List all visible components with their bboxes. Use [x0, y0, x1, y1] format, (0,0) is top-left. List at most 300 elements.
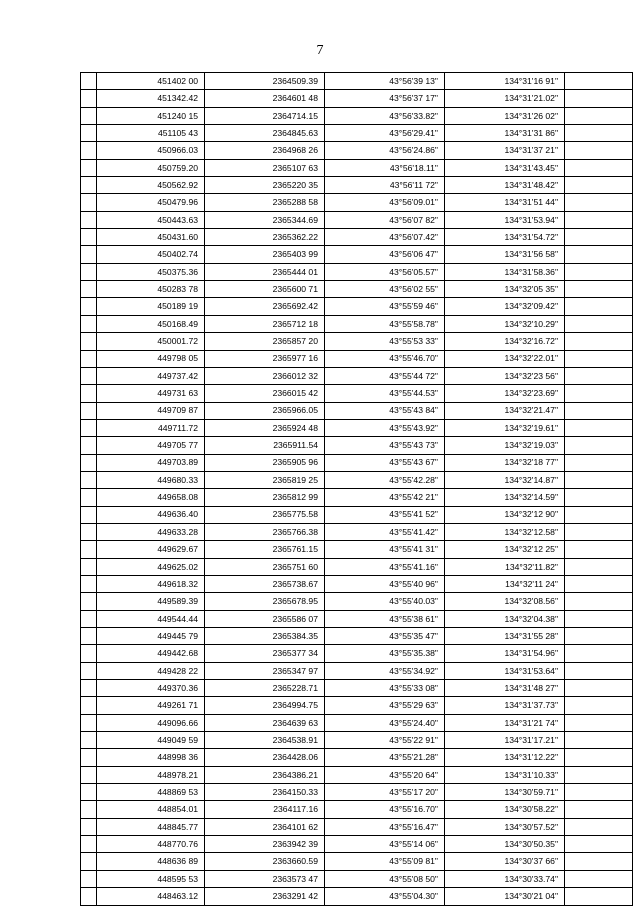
blank-cell — [565, 888, 633, 905]
blank-cell — [81, 142, 97, 159]
latitude-cell: 43°55'21.28" — [325, 749, 445, 766]
y-coordinate-cell: 2366015 42 — [205, 385, 325, 402]
x-coordinate-cell: 449261 71 — [97, 697, 205, 714]
blank-cell — [81, 471, 97, 488]
blank-cell — [81, 766, 97, 783]
table-row — [81, 350, 633, 367]
table-row — [81, 385, 633, 402]
x-coordinate-cell: 449636.40 — [97, 506, 205, 523]
latitude-cell: 43°55'16.47" — [325, 818, 445, 835]
x-coordinate-cell: 450001.72 — [97, 333, 205, 350]
page-number: 7 — [316, 43, 324, 58]
blank-cell — [81, 263, 97, 280]
latitude-cell: 43°55'17 20" — [325, 784, 445, 801]
table-row — [81, 73, 633, 90]
table-row — [81, 471, 633, 488]
blank-cell — [565, 211, 633, 228]
y-coordinate-cell: 2365403 99 — [205, 246, 325, 263]
x-coordinate-cell: 450168.49 — [97, 315, 205, 332]
latitude-cell: 43°55'09 81" — [325, 853, 445, 870]
table-row — [81, 853, 633, 870]
blank-cell — [81, 315, 97, 332]
latitude-cell: 43°55'43.92" — [325, 419, 445, 436]
x-coordinate-cell: 449711.72 — [97, 419, 205, 436]
blank-cell — [565, 177, 633, 194]
longitude-cell: 134°31'55 28" — [445, 628, 565, 645]
latitude-cell: 43°55'41 31" — [325, 541, 445, 558]
longitude-cell: 134°32'19.03" — [445, 437, 565, 454]
blank-cell — [81, 888, 97, 905]
x-coordinate-cell: 450283 78 — [97, 281, 205, 298]
x-coordinate-cell: 448845.77 — [97, 818, 205, 835]
y-coordinate-cell: 2365586 07 — [205, 610, 325, 627]
latitude-cell: 43°56'02 55" — [325, 281, 445, 298]
blank-cell — [81, 541, 97, 558]
x-coordinate-cell: 449703.89 — [97, 454, 205, 471]
blank-cell — [565, 90, 633, 107]
x-coordinate-cell: 449737.42 — [97, 367, 205, 384]
blank-cell — [81, 298, 97, 315]
latitude-cell: 43°55'44 72" — [325, 367, 445, 384]
y-coordinate-cell: 2365857 20 — [205, 333, 325, 350]
latitude-cell: 43°56'33.82" — [325, 107, 445, 124]
y-coordinate-cell: 2364639 63 — [205, 714, 325, 731]
blank-cell — [81, 211, 97, 228]
y-coordinate-cell: 2365966.05 — [205, 402, 325, 419]
y-coordinate-cell: 2363660.59 — [205, 853, 325, 870]
x-coordinate-cell: 449629.67 — [97, 541, 205, 558]
longitude-cell: 134°30'21 04" — [445, 888, 565, 905]
blank-cell — [565, 523, 633, 540]
blank-cell — [81, 107, 97, 124]
y-coordinate-cell: 2365362.22 — [205, 229, 325, 246]
longitude-cell: 134°31'16 91" — [445, 73, 565, 90]
longitude-cell: 134°32'19.61" — [445, 419, 565, 436]
blank-cell — [81, 697, 97, 714]
y-coordinate-cell: 2365347 97 — [205, 662, 325, 679]
blank-cell — [81, 437, 97, 454]
table-row — [81, 766, 633, 783]
longitude-cell: 134°31'10.33" — [445, 766, 565, 783]
table-row — [81, 506, 633, 523]
blank-cell — [565, 680, 633, 697]
blank-cell — [565, 714, 633, 731]
latitude-cell: 43°56'06 47" — [325, 246, 445, 263]
y-coordinate-cell: 2365751 60 — [205, 558, 325, 575]
x-coordinate-cell: 449589.39 — [97, 593, 205, 610]
blank-cell — [565, 541, 633, 558]
longitude-cell: 134°31'58.36" — [445, 263, 565, 280]
longitude-cell: 134°31'12.22" — [445, 749, 565, 766]
blank-cell — [565, 870, 633, 887]
table-row — [81, 333, 633, 350]
blank-cell — [81, 836, 97, 853]
y-coordinate-cell: 2364994.75 — [205, 697, 325, 714]
longitude-cell: 134°32'11 24" — [445, 575, 565, 592]
blank-cell — [565, 437, 633, 454]
blank-cell — [565, 367, 633, 384]
y-coordinate-cell: 2363573 47 — [205, 870, 325, 887]
latitude-cell: 43°55'58.78" — [325, 315, 445, 332]
y-coordinate-cell: 2365812 99 — [205, 489, 325, 506]
longitude-cell: 134°31'54.72" — [445, 229, 565, 246]
table-row — [81, 229, 633, 246]
latitude-cell: 43°56'29.41" — [325, 125, 445, 142]
y-coordinate-cell: 2365692.42 — [205, 298, 325, 315]
blank-cell — [81, 454, 97, 471]
longitude-cell: 134°32'10.29" — [445, 315, 565, 332]
y-coordinate-cell: 2365377 34 — [205, 645, 325, 662]
y-coordinate-cell: 2364601 48 — [205, 90, 325, 107]
blank-cell — [81, 402, 97, 419]
table-row — [81, 784, 633, 801]
longitude-cell: 134°31'17.21" — [445, 732, 565, 749]
x-coordinate-cell: 450443.63 — [97, 211, 205, 228]
longitude-cell: 134°32'08.56" — [445, 593, 565, 610]
blank-cell — [565, 610, 633, 627]
x-coordinate-cell: 449442.68 — [97, 645, 205, 662]
y-coordinate-cell: 2365911.54 — [205, 437, 325, 454]
blank-cell — [81, 246, 97, 263]
x-coordinate-cell: 450375.36 — [97, 263, 205, 280]
longitude-cell: 134°30'59.71" — [445, 784, 565, 801]
blank-cell — [81, 506, 97, 523]
blank-cell — [81, 333, 97, 350]
blank-cell — [81, 593, 97, 610]
latitude-cell: 43°56'05.57" — [325, 263, 445, 280]
longitude-cell: 134°31'48 27" — [445, 680, 565, 697]
blank-cell — [565, 419, 633, 436]
table-row — [81, 142, 633, 159]
latitude-cell: 43°55'29 63" — [325, 697, 445, 714]
latitude-cell: 43°56'24.86" — [325, 142, 445, 159]
coordinates-table — [80, 72, 633, 906]
table-row — [81, 818, 633, 835]
table-row — [81, 211, 633, 228]
x-coordinate-cell: 448869 53 — [97, 784, 205, 801]
blank-cell — [81, 870, 97, 887]
x-coordinate-cell: 450479.96 — [97, 194, 205, 211]
x-coordinate-cell: 449680.33 — [97, 471, 205, 488]
latitude-cell: 43°55'16.70" — [325, 801, 445, 818]
blank-cell — [81, 489, 97, 506]
y-coordinate-cell: 2364150.33 — [205, 784, 325, 801]
blank-cell — [565, 784, 633, 801]
y-coordinate-cell: 2365228.71 — [205, 680, 325, 697]
y-coordinate-cell: 2365600 71 — [205, 281, 325, 298]
y-coordinate-cell: 2365288 58 — [205, 194, 325, 211]
latitude-cell: 43°55'40.03" — [325, 593, 445, 610]
longitude-cell: 134°30'50.35" — [445, 836, 565, 853]
y-coordinate-cell: 2365761.15 — [205, 541, 325, 558]
longitude-cell: 134°32'16.72" — [445, 333, 565, 350]
x-coordinate-cell: 451105 43 — [97, 125, 205, 142]
latitude-cell: 43°56'39 13" — [325, 73, 445, 90]
longitude-cell: 134°31'37 21" — [445, 142, 565, 159]
table-row — [81, 575, 633, 592]
x-coordinate-cell: 449731 63 — [97, 385, 205, 402]
table-row — [81, 367, 633, 384]
y-coordinate-cell: 2364845.63 — [205, 125, 325, 142]
latitude-cell: 43°55'20 64" — [325, 766, 445, 783]
y-coordinate-cell: 2363291 42 — [205, 888, 325, 905]
longitude-cell: 134°31'31 86" — [445, 125, 565, 142]
latitude-cell: 43°56'09.01" — [325, 194, 445, 211]
blank-cell — [565, 818, 633, 835]
blank-cell — [565, 246, 633, 263]
latitude-cell: 43°55'41.16" — [325, 558, 445, 575]
latitude-cell: 43°55'24.40" — [325, 714, 445, 731]
blank-cell — [81, 281, 97, 298]
longitude-cell: 134°32'14.59" — [445, 489, 565, 506]
longitude-cell: 134°32'21.47" — [445, 402, 565, 419]
y-coordinate-cell: 2365344.69 — [205, 211, 325, 228]
blank-cell — [565, 315, 633, 332]
x-coordinate-cell: 448636 89 — [97, 853, 205, 870]
blank-cell — [565, 853, 633, 870]
blank-cell — [81, 801, 97, 818]
x-coordinate-cell: 449625.02 — [97, 558, 205, 575]
table-row — [81, 246, 633, 263]
x-coordinate-cell: 450966.03 — [97, 142, 205, 159]
longitude-cell: 134°30'57.52" — [445, 818, 565, 835]
longitude-cell: 134°31'51 44" — [445, 194, 565, 211]
y-coordinate-cell: 2365819 25 — [205, 471, 325, 488]
blank-cell — [565, 229, 633, 246]
y-coordinate-cell: 2364428.06 — [205, 749, 325, 766]
blank-cell — [565, 385, 633, 402]
blank-cell — [565, 575, 633, 592]
longitude-cell: 134°32'12.58" — [445, 523, 565, 540]
table-row — [81, 888, 633, 905]
y-coordinate-cell: 2365107 63 — [205, 159, 325, 176]
table-row — [81, 749, 633, 766]
x-coordinate-cell: 448463.12 — [97, 888, 205, 905]
latitude-cell: 43°55'14 06" — [325, 836, 445, 853]
x-coordinate-cell: 449096.66 — [97, 714, 205, 731]
latitude-cell: 43°55'35.38" — [325, 645, 445, 662]
longitude-cell: 134°31'43.45" — [445, 159, 565, 176]
latitude-cell: 43°56'37 17" — [325, 90, 445, 107]
longitude-cell: 134°31'48.42" — [445, 177, 565, 194]
x-coordinate-cell: 449798 05 — [97, 350, 205, 367]
longitude-cell: 134°32'22.01" — [445, 350, 565, 367]
latitude-cell: 43°56'07 82" — [325, 211, 445, 228]
table-row — [81, 558, 633, 575]
blank-cell — [81, 610, 97, 627]
y-coordinate-cell: 2365712 18 — [205, 315, 325, 332]
table-row — [81, 107, 633, 124]
blank-cell — [81, 194, 97, 211]
x-coordinate-cell: 450189 19 — [97, 298, 205, 315]
y-coordinate-cell: 2364101 62 — [205, 818, 325, 835]
blank-cell — [565, 558, 633, 575]
x-coordinate-cell: 450402.74 — [97, 246, 205, 263]
longitude-cell: 134°30'58.22" — [445, 801, 565, 818]
blank-cell — [565, 471, 633, 488]
y-coordinate-cell: 2365444 01 — [205, 263, 325, 280]
x-coordinate-cell: 449658.08 — [97, 489, 205, 506]
blank-cell — [81, 818, 97, 835]
latitude-cell: 43°55'43 84" — [325, 402, 445, 419]
latitude-cell: 43°55'22 91" — [325, 732, 445, 749]
longitude-cell: 134°31'54.96" — [445, 645, 565, 662]
y-coordinate-cell: 2366012 32 — [205, 367, 325, 384]
latitude-cell: 43°55'41.42" — [325, 523, 445, 540]
blank-cell — [565, 628, 633, 645]
longitude-cell: 134°32'11.82" — [445, 558, 565, 575]
longitude-cell: 134°32'12 25" — [445, 541, 565, 558]
table-row — [81, 177, 633, 194]
blank-cell — [565, 350, 633, 367]
blank-cell — [81, 177, 97, 194]
table-row — [81, 263, 633, 280]
blank-cell — [565, 662, 633, 679]
longitude-cell: 134°32'12 90" — [445, 506, 565, 523]
blank-cell — [565, 836, 633, 853]
blank-cell — [81, 350, 97, 367]
table-row — [81, 714, 633, 731]
blank-cell — [565, 732, 633, 749]
longitude-cell: 134°32'23 56" — [445, 367, 565, 384]
y-coordinate-cell: 2365678.95 — [205, 593, 325, 610]
x-coordinate-cell: 449705 77 — [97, 437, 205, 454]
latitude-cell: 43°55'35 47" — [325, 628, 445, 645]
table-row — [81, 402, 633, 419]
y-coordinate-cell: 2365775.58 — [205, 506, 325, 523]
blank-cell — [565, 263, 633, 280]
latitude-cell: 43°55'42 21" — [325, 489, 445, 506]
blank-cell — [81, 229, 97, 246]
x-coordinate-cell: 448978.21 — [97, 766, 205, 783]
latitude-cell: 43°55'43 67" — [325, 454, 445, 471]
table-row — [81, 610, 633, 627]
x-coordinate-cell: 449618.32 — [97, 575, 205, 592]
blank-cell — [565, 107, 633, 124]
longitude-cell: 134°32'05 35" — [445, 281, 565, 298]
latitude-cell: 43°55'43 73" — [325, 437, 445, 454]
x-coordinate-cell: 449544.44 — [97, 610, 205, 627]
blank-cell — [81, 558, 97, 575]
blank-cell — [565, 298, 633, 315]
longitude-cell: 134°32'18 77" — [445, 454, 565, 471]
x-coordinate-cell: 450759.20 — [97, 159, 205, 176]
longitude-cell: 134°32'23.69" — [445, 385, 565, 402]
longitude-cell: 134°32'04.38" — [445, 610, 565, 627]
y-coordinate-cell: 2365738.67 — [205, 575, 325, 592]
x-coordinate-cell: 448854.01 — [97, 801, 205, 818]
longitude-cell: 134°30'37 66" — [445, 853, 565, 870]
latitude-cell: 43°55'42.28" — [325, 471, 445, 488]
x-coordinate-cell: 448998 36 — [97, 749, 205, 766]
table-row — [81, 870, 633, 887]
blank-cell — [81, 523, 97, 540]
blank-cell — [565, 506, 633, 523]
table-row — [81, 628, 633, 645]
y-coordinate-cell: 2364386.21 — [205, 766, 325, 783]
table-row — [81, 315, 633, 332]
x-coordinate-cell: 449370.36 — [97, 680, 205, 697]
blank-cell — [81, 784, 97, 801]
blank-cell — [81, 645, 97, 662]
table-row — [81, 454, 633, 471]
x-coordinate-cell: 449445 79 — [97, 628, 205, 645]
longitude-cell: 134°31'53.94" — [445, 211, 565, 228]
table-row — [81, 523, 633, 540]
table-row — [81, 801, 633, 818]
x-coordinate-cell: 449633.28 — [97, 523, 205, 540]
longitude-cell: 134°32'14.87" — [445, 471, 565, 488]
latitude-cell: 43°55'59 46" — [325, 298, 445, 315]
blank-cell — [81, 159, 97, 176]
blank-cell — [81, 732, 97, 749]
longitude-cell: 134°31'53.64" — [445, 662, 565, 679]
y-coordinate-cell: 2364714.15 — [205, 107, 325, 124]
longitude-cell: 134°31'21 74" — [445, 714, 565, 731]
longitude-cell: 134°30'33.74" — [445, 870, 565, 887]
blank-cell — [565, 333, 633, 350]
table-row — [81, 281, 633, 298]
table-row — [81, 836, 633, 853]
x-coordinate-cell: 449049 59 — [97, 732, 205, 749]
longitude-cell: 134°31'37.73" — [445, 697, 565, 714]
table-row — [81, 593, 633, 610]
latitude-cell: 43°55'38 61" — [325, 610, 445, 627]
blank-cell — [565, 402, 633, 419]
longitude-cell: 134°32'09.42" — [445, 298, 565, 315]
latitude-cell: 43°55'53 33" — [325, 333, 445, 350]
blank-cell — [565, 593, 633, 610]
x-coordinate-cell: 450562.92 — [97, 177, 205, 194]
table-row — [81, 437, 633, 454]
latitude-cell: 43°55'44.53" — [325, 385, 445, 402]
blank-cell — [81, 853, 97, 870]
latitude-cell: 43°55'04.30" — [325, 888, 445, 905]
x-coordinate-cell: 451240 15 — [97, 107, 205, 124]
blank-cell — [81, 628, 97, 645]
y-coordinate-cell: 2365924 48 — [205, 419, 325, 436]
latitude-cell: 43°56'07.42" — [325, 229, 445, 246]
blank-cell — [81, 714, 97, 731]
table-row — [81, 489, 633, 506]
y-coordinate-cell: 2364117.16 — [205, 801, 325, 818]
x-coordinate-cell: 449428 22 — [97, 662, 205, 679]
latitude-cell: 43°55'34.92" — [325, 662, 445, 679]
blank-cell — [565, 697, 633, 714]
latitude-cell: 43°55'40 96" — [325, 575, 445, 592]
blank-cell — [81, 419, 97, 436]
blank-cell — [81, 73, 97, 90]
blank-cell — [565, 159, 633, 176]
y-coordinate-cell: 2365766.38 — [205, 523, 325, 540]
y-coordinate-cell: 2365905 96 — [205, 454, 325, 471]
y-coordinate-cell: 2363942 39 — [205, 836, 325, 853]
blank-cell — [81, 90, 97, 107]
table-row — [81, 680, 633, 697]
table-row — [81, 159, 633, 176]
table-row — [81, 90, 633, 107]
latitude-cell: 43°55'41 52" — [325, 506, 445, 523]
table-row — [81, 194, 633, 211]
x-coordinate-cell: 448595 53 — [97, 870, 205, 887]
latitude-cell: 43°55'08 50" — [325, 870, 445, 887]
y-coordinate-cell: 2364509.39 — [205, 73, 325, 90]
y-coordinate-cell: 2365384.35 — [205, 628, 325, 645]
x-coordinate-cell: 448770.76 — [97, 836, 205, 853]
blank-cell — [81, 749, 97, 766]
blank-cell — [565, 125, 633, 142]
table-row — [81, 125, 633, 142]
